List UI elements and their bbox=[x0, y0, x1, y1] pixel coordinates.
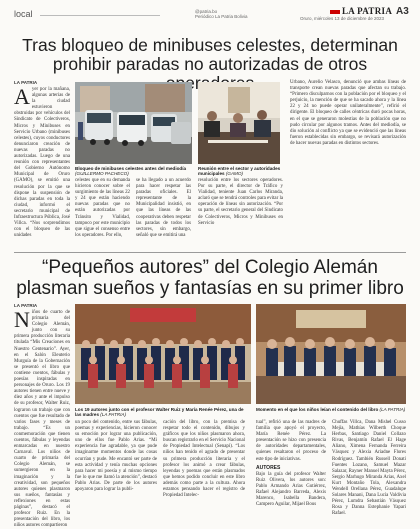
issue-date: Oruro, miércoles 13 de diciembre de 2023 bbox=[300, 16, 385, 21]
page-number: A3 bbox=[396, 6, 409, 17]
article-2-photo-2-caption bbox=[256, 407, 406, 412]
logo-text: LA PATRIA bbox=[342, 6, 393, 16]
article-2-column-3: cación del libro, con la premisa de respetar todo el contenido, dibujos y gráficos que los niños plasmaron ahora, buscan registrarlo en el Servicio Nacional de Propiedad Intelectual (Senapi). “Los niños han tenido el agrado de presentar su primera producción literaria y el profesor los animó a crear fábulas, leyendas y poemas que están plasmados que hemos podido concluir en este libro además como parte a la cultura. Ahora estamos pensando hacer el registro de Propiedad Intelec- bbox=[163, 420, 245, 499]
article-1-column-1 bbox=[14, 84, 70, 249]
article-2-photo-reading bbox=[256, 304, 406, 404]
article-2-title: “Pequeños autores” del Colegio Alemán plasman sueños y fantasías en su primer libro bbox=[16, 257, 404, 299]
social-handle bbox=[195, 9, 255, 19]
article-1-photo-1-caption bbox=[75, 166, 193, 177]
caption-credit: (GAMO) bbox=[225, 171, 243, 177]
article-1-title: Tras bloqueo de minibuses celestes, determinan prohibir paradas no autorizadas de otros bbox=[22, 35, 398, 74]
article-1-column-5: Urbano, Aurelio Velasco, denunció que ambas líneas de transporte crean nuevas paradas que afectan su trabajo. “Primero disculparnos con la población por el bloqueo y el perjuicio, la mención de que se ha sacado ahora y la línea 22 y 24 no puede operar unilateralmente”, refirió el dirigente. El bloqueo de calles céntricas duró pocas horas, en el que se generaron molestias de la población que no pudo circular por algunos tramos. Antes del mediodía, se dio solución al conflicto ya que se evidenció que las líneas fueron establecidas sin embargo, se revisará autorización de hacer nuevas paradas en distintos sectores. bbox=[290, 80, 406, 146]
caption-text: Momento en el que los niños leían el contenido del libro bbox=[256, 407, 379, 412]
section-label: local bbox=[14, 9, 33, 19]
article-2-column-4 bbox=[256, 420, 326, 522]
article-2-column-1 bbox=[14, 307, 70, 529]
article-1-photo-2-caption bbox=[198, 166, 288, 177]
caption-text: Los 19 autores junto con el profesor Walter Ruiz y María Renée Pérez, una de las madres bbox=[75, 407, 244, 418]
section-divider bbox=[40, 15, 160, 16]
caption-text: Bloqueo de minibuses celestes antes del mediodía bbox=[75, 166, 187, 171]
newspaper-logo bbox=[330, 6, 392, 16]
caption-text: Reunión entre el sector y autoridades municipales bbox=[198, 166, 281, 177]
article-2-dropcap: N bbox=[14, 307, 30, 332]
article-1-photo-minibuses bbox=[75, 82, 192, 164]
article-divider bbox=[14, 252, 406, 253]
article-1-photo-meeting bbox=[198, 82, 280, 164]
social-line-1: @patria.bo bbox=[195, 9, 218, 14]
social-line-2: Periódico La Patria Bolivia bbox=[195, 14, 248, 19]
article-2-col1-text: iños de cuarto de primaria del Colegio Alemán, junto con su primera producción literaria titulada “Mis Creaciones en Nuestro Centenario”. Ayer, en el Salón Eleuterio Murguía de la Gobernación se presentó el libro que contiene cuentos, fábulas y poesías inspiradas en personajes de Oruro. Los 19 autores tienen entre nueve y diez años y ante el impulso de su profesor, Walter Ruiz, lograron un trabajo que con cuentos que fue resultado de varios fases y meses de trabajo. “Es un conmemoración que tienen cuentos, fábulas y leyendas enmarcadas en nuestro Carnaval. Los niños de cuarto de primaria del Colegio Alemán, se sumergieron en la imaginación y la creatividad, son pequeños autores quienes plasmaron sus sueños, fantasías y reflexiones en estas páginas”, destacó el profesor Ruiz. En la presentación del libro, los niños autores compartieron bbox=[14, 310, 70, 529]
article-1-column-4: resolución entre los sectores operadores. Por su parte, el director de Tráfico y Vialidad, teniente Juan Carlos Miranda, aclaró que se tendrá controles para evitar la operación de líneas sin autorización. “Por su parte, el secretario general del Sindicato de Colectiveros, Micros y Minibuses en Servicio bbox=[198, 178, 283, 226]
caption-credit: (LA PATRIA) bbox=[379, 407, 406, 412]
article-2-subhead-authors: AUTORES bbox=[256, 464, 281, 471]
article-2-column-5: Chuffas Villca, Dana Mishel Cusso Mejía, Mathías Wilberth Choque Herbas, Santiago Daniel Collazo Rivas, Benjamín Rafael El Hage Aliano, Ximena Fernanda Ferreira Vásquez y Alexia Ariadne Flores Rodríguez. También Russell Donati Fuentes Lozano, Samuel Mazar Salazar, Rayner Manuel Mayta Pérez, Sergio Marhugo Miranda Arias, Axel Kurt Montaño Tola, Alexandra Wendell Orellana Pérez, Guadalupe Solares Manani, Dana Lucía Valdivia Pérez, Lumdra Sebastián Vásquez Rosa y Danna Estephanie Yapari Rafael. bbox=[332, 420, 406, 517]
article-1-col1-text: yer por la mañana, algunas arterias de la ciudad estuvieron obstruidas por vehículos del Sindicato de Colectiveros, Micros y Minibuses en Servicio Urbano (minibuses celestes), cuyos conductores denunciaron creación de nuevas paradas no autorizadas. Luego de una reunión con representantes del Gobierno Autónomo Municipal de Oruro (GAMO), se emitió una resolución por la que se dispone la suspensión de dichas paradas en toda la ciudad, informó el secretario municipal de Infraestructura Pública, José Villca. “Nos sorprendimos con el bloqueo de las unidades bbox=[14, 87, 70, 239]
article-1-byline: LA PATRIA bbox=[14, 80, 38, 85]
article-1-column-2: celestes que en su demanda hicieron conocer sobre el surgimiento de las líneas 22 y 24 que están haciendo nuevas paradas que no están autorizadas por Tránsito y Vialidad, tampoco por este municipio que sigue el consenso entre los operadores. Por ello, bbox=[75, 178, 130, 238]
caption-credit: (GUILLERMO PACHECO) bbox=[75, 171, 129, 177]
article-2-column-2: un poco del contenido, entre sus fábulas, poemas y experiencias, hicieron conocer su emoción por lograr una publicación, uno de ellos fue Pablo Arias. “Mi experiencia fue agradable, ya que pude imaginarme momentos donde las cosas ocurrían y pude. Me encantó ser parte de esta actividad y tenía muchas opciones para hacer mi poesía y al mismo tiempo fue lo que me llamó la atención”, destacó Pablo Arias. De parte de los autores apoyaron para lograr la publi- bbox=[75, 420, 157, 493]
article-2-col4-text: tual”, refirió una de las madres de familia que apoyó el proyecto, María Renée Pérez. La presentación se hizo con presencia de autoridades departamentales, quienes resaltaron el proceso de este tipo de iniciativas. bbox=[256, 420, 326, 462]
logo-mark-icon bbox=[330, 10, 340, 14]
caption-credit: (LA PATRIA) bbox=[100, 412, 126, 418]
article-2-photo-authors bbox=[75, 304, 251, 404]
article-2-photo-1-caption bbox=[75, 407, 251, 418]
article-1-column-3: se ha llegado a un acuerdo para hacer respetar las paradas oficiales. El representante de la Municipalidad insistió, en que las líneas de las cooperativas deben respetar las paradas de todos los sectores, sin embargo, señaló que se emitirá una bbox=[136, 178, 191, 238]
article-1-dropcap: A bbox=[14, 84, 30, 109]
article-2-col4-rest: Bajo la guía del profesor Walter Ruiz Olivera, los autores son: Pablo Armando Arias Gutiérrez, Rafael Alejandro Barreda, Alexis Marenco, Isabella Bandera, Campero Aguilar, Mijael Bous bbox=[256, 471, 326, 508]
article-2-byline: LA PATRIA bbox=[14, 303, 38, 308]
